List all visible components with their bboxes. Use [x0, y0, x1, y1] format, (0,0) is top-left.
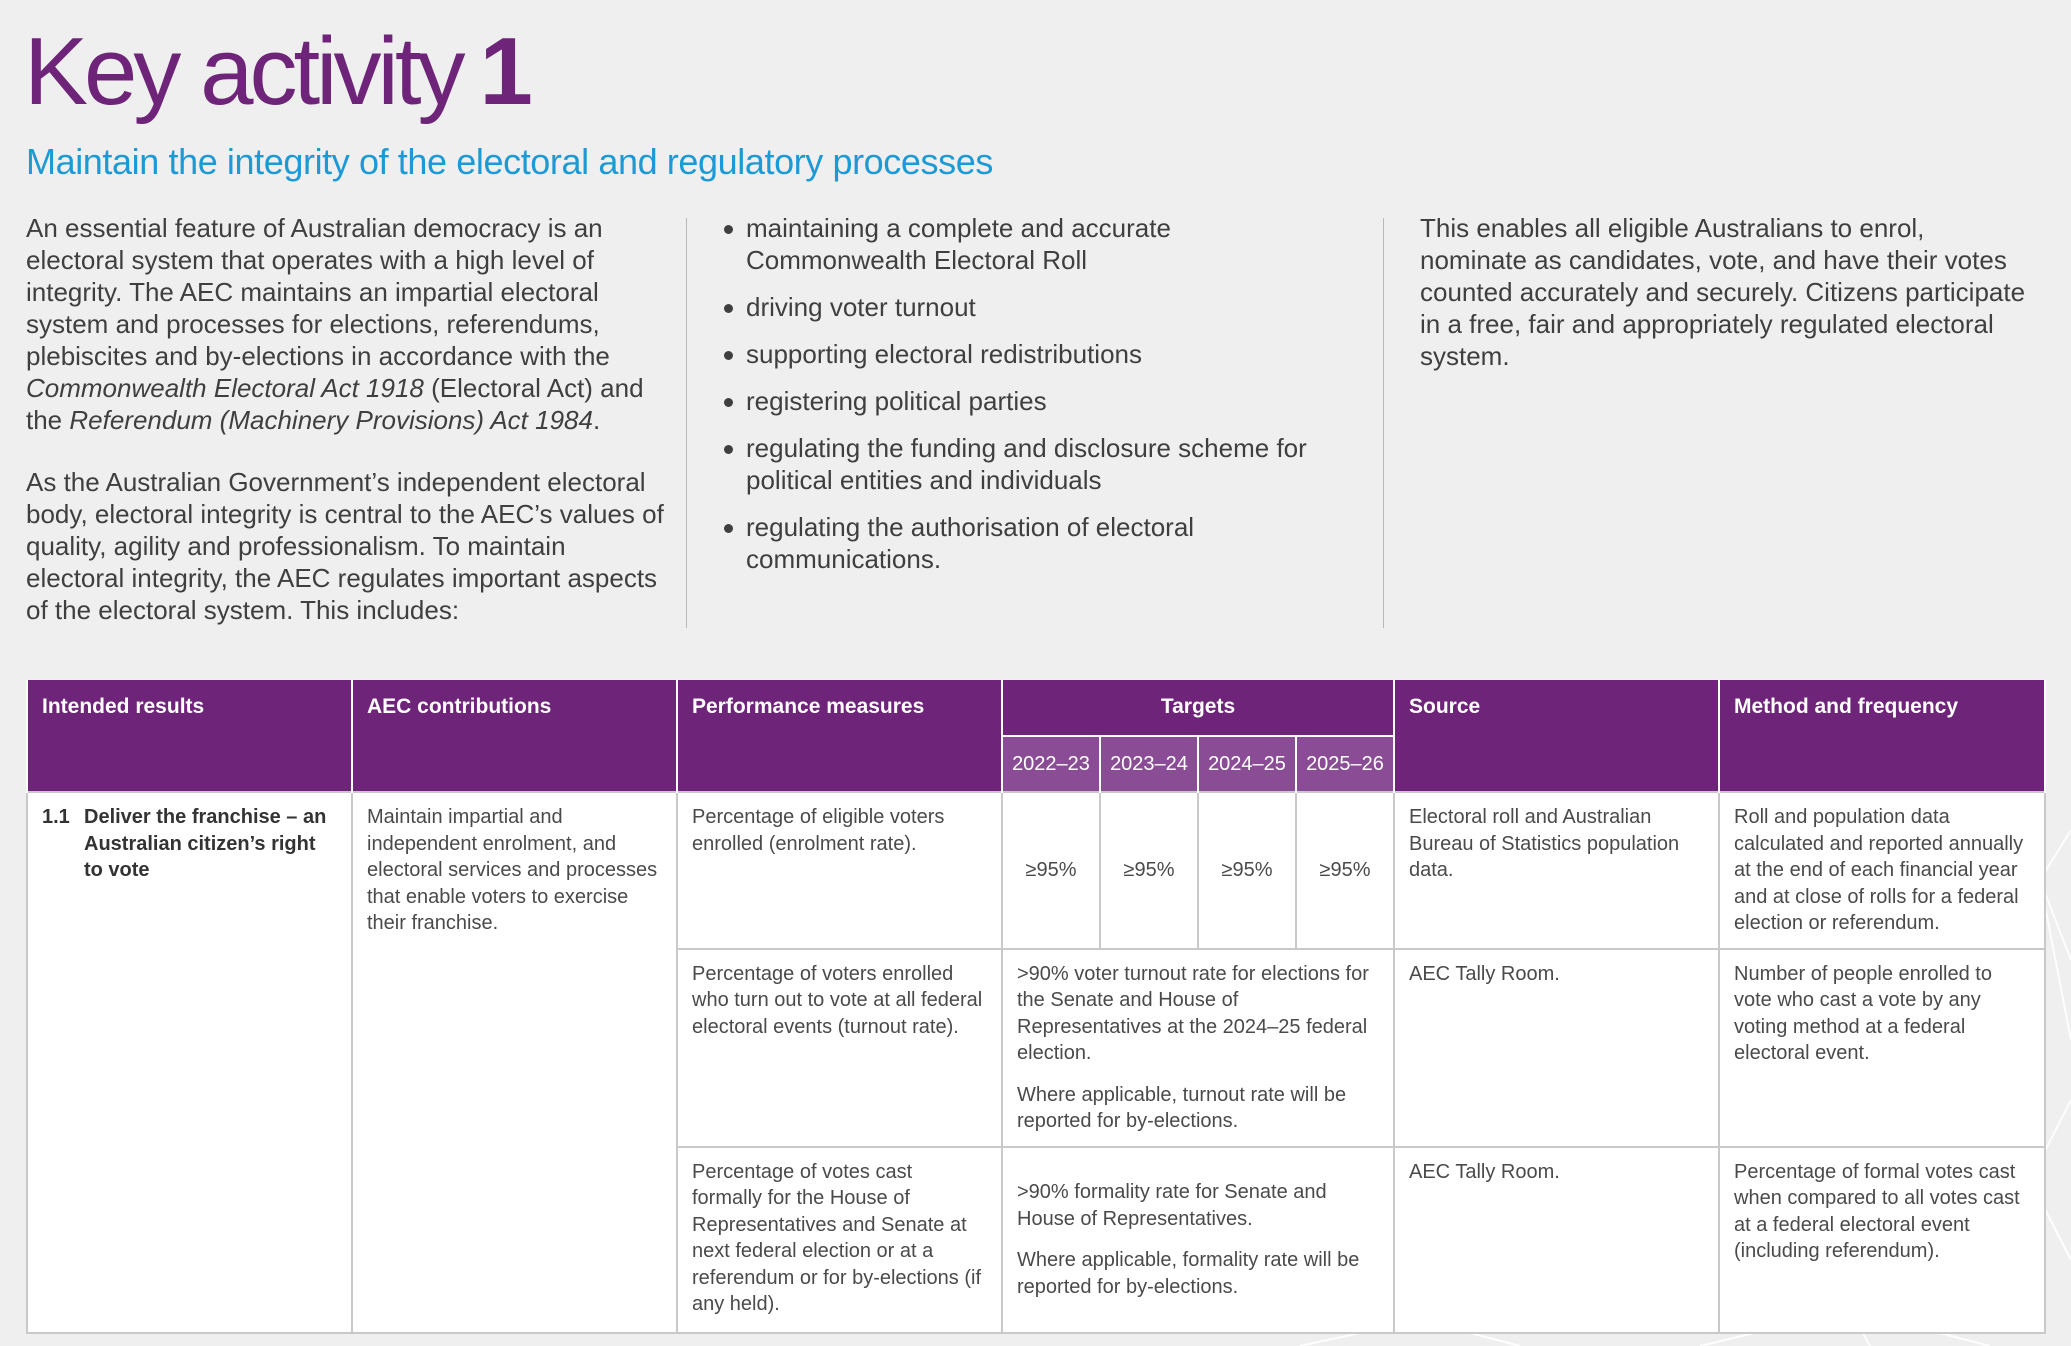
intended-result-cell [27, 792, 352, 1333]
list-item: registering political parties [722, 385, 1342, 417]
intro-right-paragraph: This enables all eligible Australians to enrol, nominate as candidates, vote, and have their votes counted accurately and securely. Citizens participate in a free, fair and appropriately regulated electoral system. [1420, 213, 2026, 371]
title-text: Key activity [24, 18, 462, 125]
method-cell: Percentage of formal votes cast when compared to all votes cast at a federal electoral event (including referendum). [1719, 1147, 2045, 1333]
measure-cell: Percentage of eligible voters enrolled (enrolment rate). [677, 792, 1002, 949]
target-cell: ≥95% [1100, 792, 1198, 949]
target-note: Where applicable, turnout rate will be reported for by-elections. [1017, 1083, 1347, 1132]
target-note: Where applicable, formality rate will be reported for by-elections. [1017, 1249, 1360, 1298]
page-subtitle: Maintain the integrity of the electoral and regulatory processes [26, 141, 993, 182]
title-number: 1 [479, 18, 533, 125]
regulated-aspects-list [722, 212, 1342, 575]
measure-cell: Percentage of votes cast formally for the House of Representatives and Senate at next federal election or at a referendum or for by-elections (if any held). [677, 1147, 1002, 1333]
column-divider [1383, 218, 1384, 628]
table-row [27, 792, 2045, 949]
header-method-frequency: Method and frequency [1719, 680, 2045, 792]
header-targets: Targets [1002, 680, 1394, 736]
header-aec-contributions: AEC contributions [352, 680, 677, 792]
intro-text: An essential feature of Australian democracy is an electoral system that operates with a high level of integrity. The AEC maintains an impartial electoral system and processes for elections, referendums, plebiscites and by-elections in accordance with the [26, 213, 610, 371]
intro-middle-column [722, 212, 1342, 590]
intro-right-column [1420, 212, 2030, 372]
method-cell: Number of people enrolled to vote who cast a vote by any voting method at a federal electoral event. [1719, 949, 2045, 1147]
contribution-cell: Maintain impartial and independent enrolment, and electoral services and processes that enable voters to exercise their franchise. [352, 792, 677, 1333]
method-cell: Roll and population data calculated and reported annually at the end of each financial year and at close of rolls for a federal election or referendum. [1719, 792, 2045, 949]
source-cell: Electoral roll and Australian Bureau of Statistics population data. [1394, 792, 1719, 949]
list-item: regulating the funding and disclosure scheme for political entities and individuals [722, 432, 1342, 496]
target-cell [1002, 1147, 1394, 1333]
column-divider [686, 218, 687, 628]
act-title-electoral: Commonwealth Electoral Act 1918 [26, 373, 424, 403]
measure-cell: Percentage of voters enrolled who turn out to vote at all federal electoral events (turnout rate). [677, 949, 1002, 1147]
target-cell: ≥95% [1002, 792, 1100, 949]
target-cell [1002, 949, 1394, 1147]
header-year: 2025–26 [1296, 736, 1394, 793]
result-label: Deliver the franchise – an Australian citizen’s right to vote [84, 806, 327, 881]
header-year: 2024–25 [1198, 736, 1296, 793]
header-performance-measures: Performance measures [677, 680, 1002, 792]
page-title [24, 18, 533, 125]
target-cell: ≥95% [1296, 792, 1394, 949]
target-main: >90% voter turnout rate for elections for the Senate and House of Representatives at the 2024–25 federal election. [1017, 962, 1369, 1064]
list-item: maintaining a complete and accurate Commonwealth Electoral Roll [722, 212, 1342, 276]
source-cell: AEC Tally Room. [1394, 1147, 1719, 1333]
intro-paragraph-2: As the Australian Government’s independent electoral body, electoral integrity is central to the AEC’s values of quality, agility and professionalism. To maintain electoral integrity, the AEC regulates important aspects of the electoral system. This includes: [26, 467, 664, 625]
act-title-referendum: Referendum (Machinery Provisions) Act 1984 [69, 405, 593, 435]
source-cell: AEC Tally Room. [1394, 949, 1719, 1147]
list-item: driving voter turnout [722, 291, 1342, 323]
header-year: 2023–24 [1100, 736, 1198, 793]
target-main: >90% formality rate for Senate and House of Representatives. [1017, 1181, 1327, 1230]
list-item: supporting electoral redistributions [722, 338, 1342, 370]
performance-table [26, 680, 2046, 1334]
intro-text: (Electoral Act) and the [26, 373, 644, 435]
header-intended-results: Intended results [27, 680, 352, 792]
intro-text: . [592, 405, 601, 435]
header-source: Source [1394, 680, 1719, 792]
target-cell: ≥95% [1198, 792, 1296, 949]
result-number: 1.1 [42, 806, 70, 828]
intro-paragraph-1 [26, 212, 666, 436]
header-year: 2022–23 [1002, 736, 1100, 793]
intro-left-column [26, 212, 666, 656]
list-item: regulating the authorisation of electoral communications. [722, 511, 1342, 575]
